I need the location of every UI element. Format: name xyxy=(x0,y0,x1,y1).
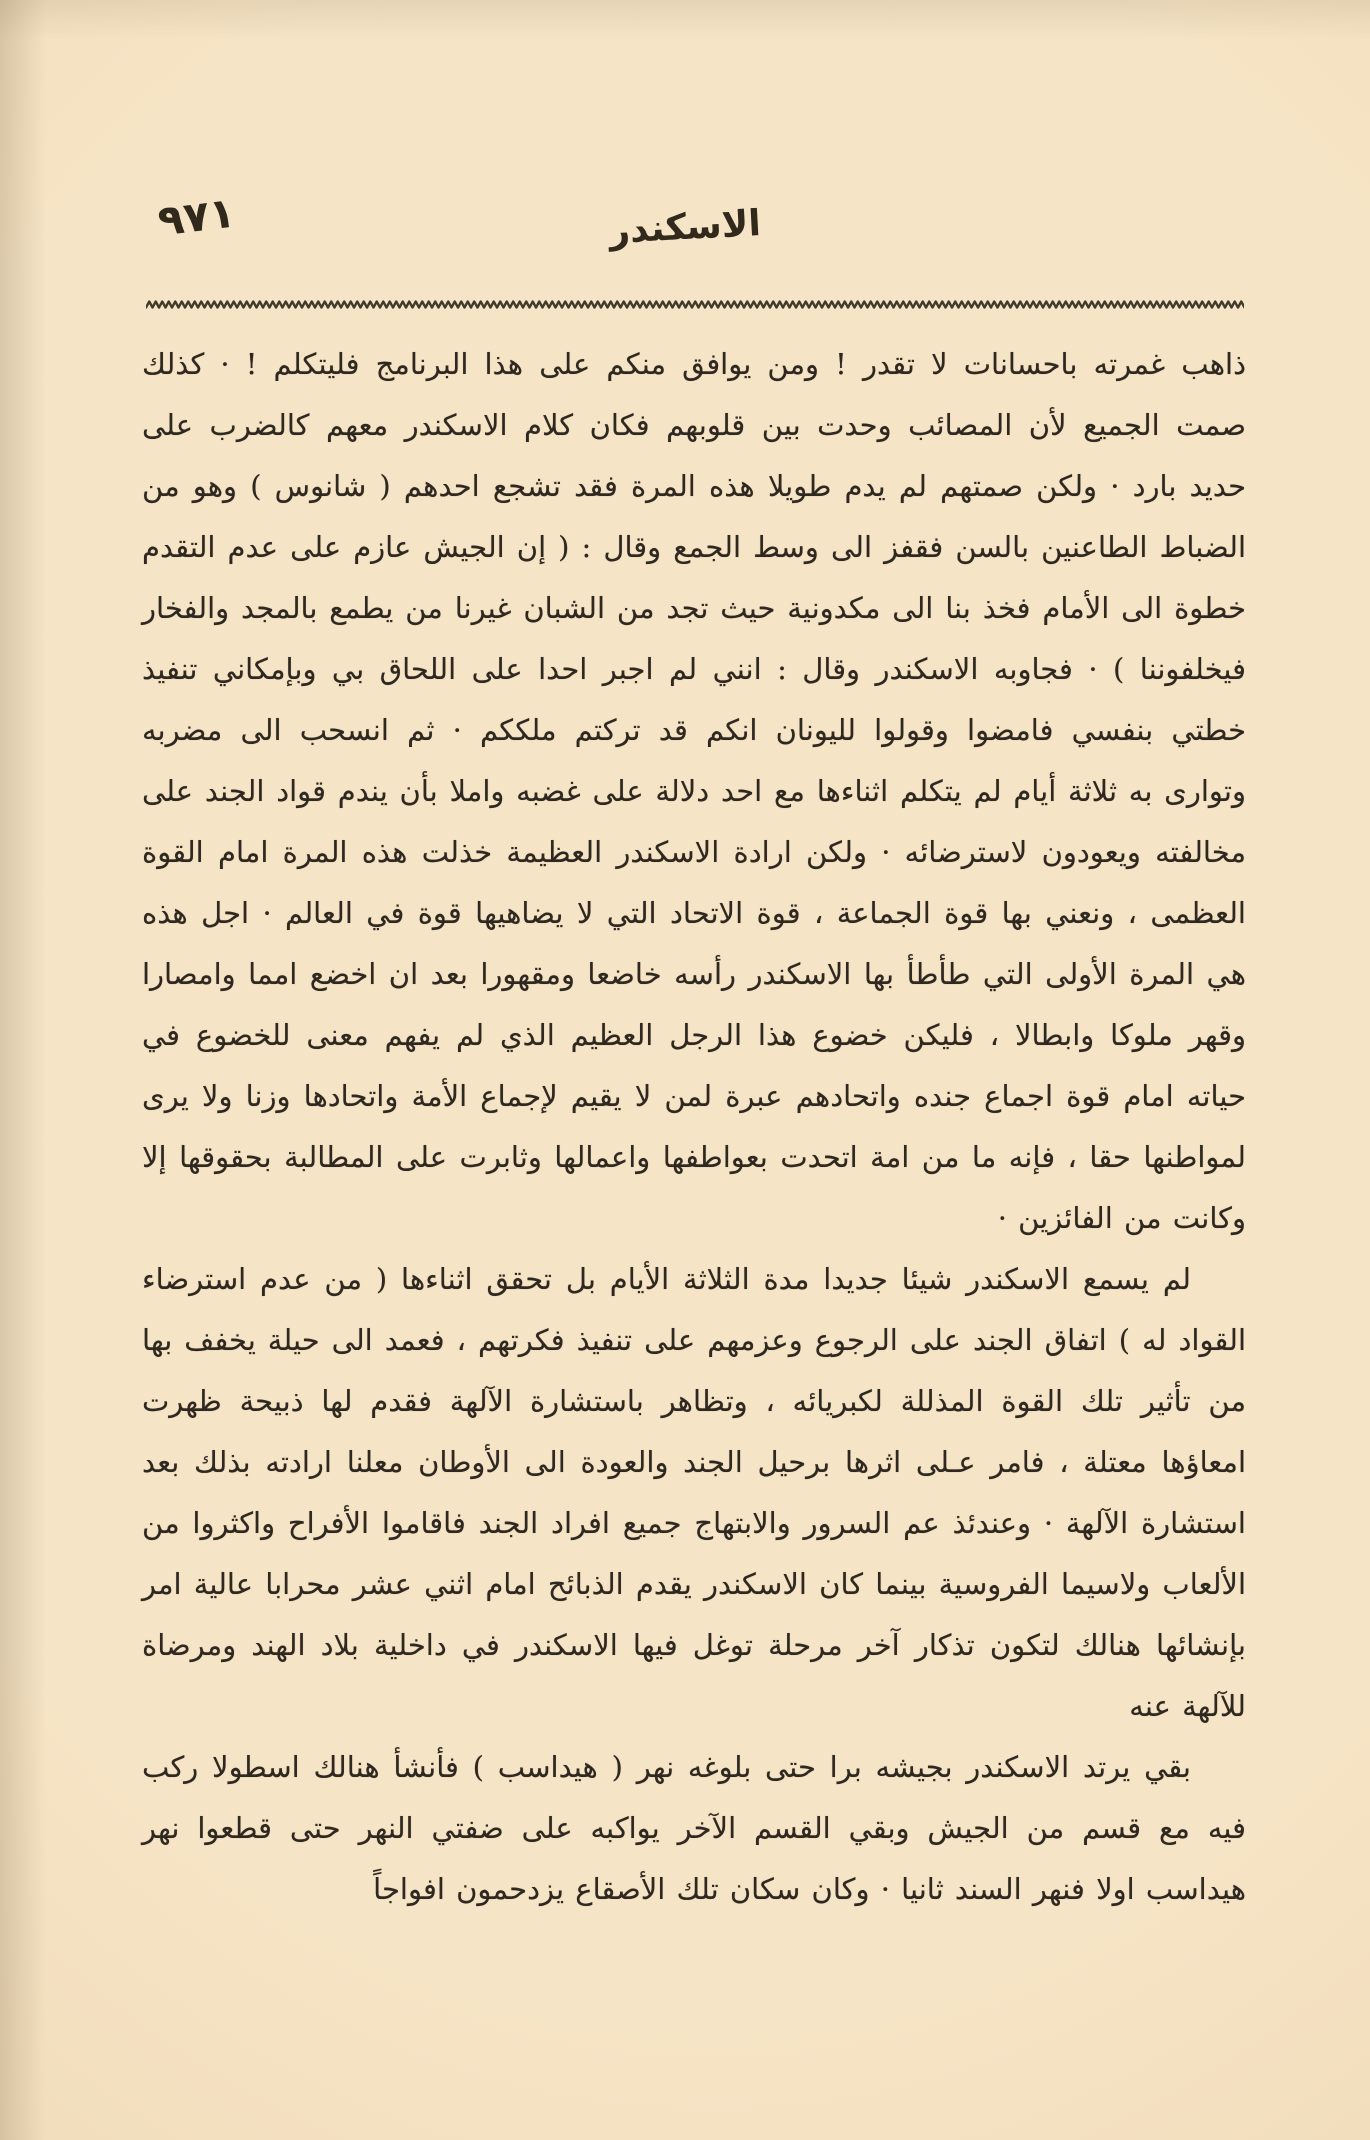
paragraph: ذاهب غمرته باحسانات لا تقدر ! ومن يوافق منكم على هذا البرنامج فليتكلم ! · كذلك صمت الجميع لأن المصائب وحدت بين قلوبهم فكان كلام الاسكندر معهم كالضرب على حديد بارد · ولكن صمتهم لم يدم طويلا هذه المرة فقد تشجع احدهم ( شانوس ) وهو من الضباط الطاعنين بالسن فقفز الى وسط الجمع وقال : ( إن الجيش عازم على عدم التقدم خطوة الى الأمام فخذ بنا الى مكدونية حيث تجد من الشبان غيرنا من يطمع بالمجد والفخار فيخلفوننا ) · فجاوبه الاسكندر وقال : انني لم اجبر احدا على اللحاق بي وبإمكاني تنفيذ خطتي بنفسي فامضوا وقولوا لليونان انكم قد تركتم ملككم · ثم انسحب الى مضربه وتوارى به ثلاثة أيام لم يتكلم اثناءها مع احد دلالة على غضبه واملا بأن يندم قواد الجند على مخالفته ويعودون لاسترضائه · ولكن ارادة الاسكندر العظيمة خذلت هذه المرة امام القوة العظمى ، ونعني بها قوة الجماعة ، قوة الاتحاد التي لا يضاهيها قوة في العالم · اجل هذه هي المرة الأولى التي طأطأ بها الاسكندر رأسه خاضعا ومقهورا بعد ان اخضع امما وامصارا وقهر ملوكا وابطالا ، فليكن خضوع هذا الرجل العظيم الذي لم يفهم معنى للخضوع في حياته امام قوة اجماع جنده واتحادهم عبرة لمن لا يقيم لإجماع الأمة واتحادها وزنا ولا يرى لمواطنها حقا ، فإنه ما من امة اتحدت بعواطفها واعمالها وثابرت على المطالبة بحقوقها إلا وكانت من الفائزين · xyxy=(142,347,1246,1235)
paragraph: بقي يرتد الاسكندر بجيشه برا حتى بلوغه نهر ( هيداسب ) فأنشأ هنالك اسطولا ركب فيه مع قسم من الجيش وبقي القسم الآخر يواكبه على ضفتي النهر حتى قطعوا نهر هيداسب اولا فنهر السند ثانيا · وكان سكان تلك الأصقاع يزدحمون افواجاً xyxy=(142,1750,1247,1906)
scan-shadow-left-edge xyxy=(0,0,46,2140)
paragraph: لم يسمع الاسكندر شيئا جديدا مدة الثلاثة الأيام بل تحقق اثناءها ( من عدم استرضاء القواد له ) اتفاق الجند على الرجوع وعزمهم على تنفيذ فكرتهم ، فعمد الى حيلة يخفف بها من تأثير تلك القوة المذللة لكبريائه ، وتظاهر باستشارة الآلهة فقدم لها ذبيحة ظهرت امعاؤها معتلة ، فامر عـلى اثرها برحيل الجند والعودة الى الأوطان معلنا ارادته بذلك بعد استشارة الآلهة · وعندئذ عم السرور والابتهاج جميع افراد الجند فاقاموا الأفراح واكثروا من الألعاب ولاسيما الفروسية بينما كان الاسكندر يقدم الذبائح امام اثني عشر محرابا عالية امر بإنشائها هنالك لتكون تذكار آخر مرحلة توغل فيها الاسكندر في داخلية بلاد الهند ومرضاة للآلهة عنه xyxy=(142,1262,1246,1723)
page-title: الاسكندر xyxy=(608,202,762,252)
zigzag-separator xyxy=(146,297,1244,311)
body-text xyxy=(142,334,1246,1920)
page-number: ٩٧١ xyxy=(155,187,238,246)
scan-shadow-top-edge xyxy=(0,0,1370,40)
